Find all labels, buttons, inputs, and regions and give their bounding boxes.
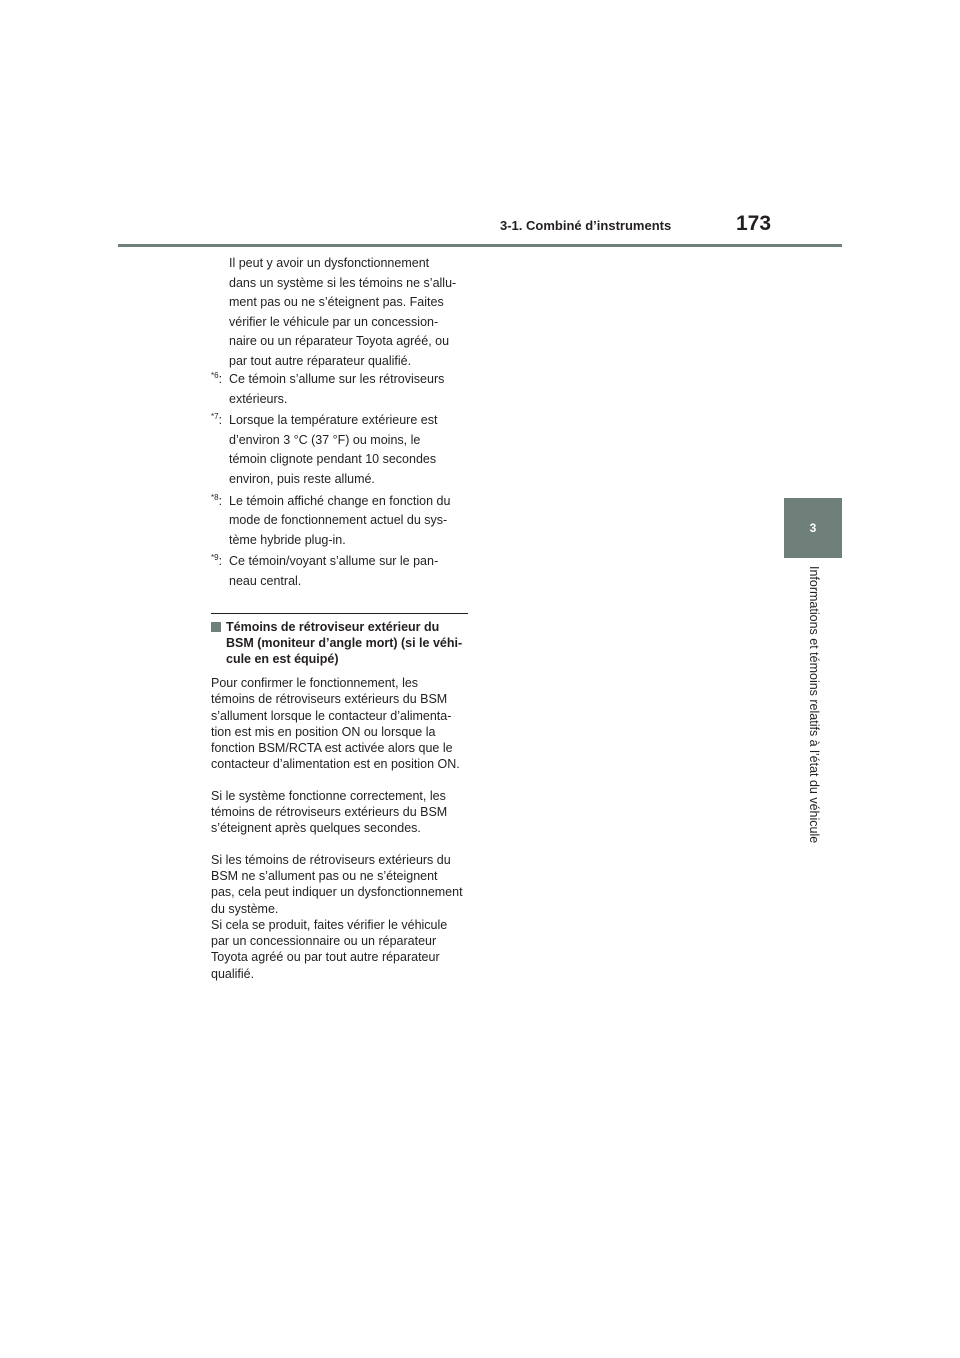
- text-line: Si le système fonctionne correctement, les: [211, 788, 446, 803]
- text-line: BSM ne s’allument pas ou ne s’éteignent: [211, 868, 438, 883]
- section-heading: [211, 619, 473, 667]
- text-line: naire ou un réparateur Toyota agréé, ou: [229, 334, 450, 349]
- text-line: contacteur d’alimentation est en position ON.: [211, 757, 460, 772]
- chapter-title: Informations et témoins relatifs à l’état du véhicule: [807, 566, 821, 844]
- continued-paragraph: [229, 254, 479, 372]
- text-line: environ, puis reste allumé.: [229, 471, 375, 486]
- text-line: du système.: [211, 901, 279, 916]
- square-bullet-icon: [211, 622, 221, 632]
- footnote-9: $^{*9}$: Ce témoin/voyant s’allume sur le pan- neau central.: [211, 552, 481, 591]
- text-line: d’environ 3 °C (37 °F) ou moins, le: [229, 432, 421, 447]
- footnote-mark: *8: [211, 492, 219, 502]
- section-divider: [211, 613, 468, 614]
- text-line: mode de fonctionnement actuel du sys-: [229, 513, 448, 528]
- text-line: Lorsque la température extérieure est: [229, 413, 438, 428]
- footnote-7: $^{*7}$: Lorsque la température extérieure est d’environ 3 °C (37 °F) ou moins, le témoin clignote pendant 10 secondes environ, puis reste allumé.: [211, 411, 481, 489]
- text-line: vérifier le véhicule par un concession-: [229, 314, 439, 329]
- footnote-mark: *9: [211, 553, 219, 563]
- text-line: Ce témoin s’allume sur les rétroviseurs: [229, 372, 445, 386]
- text-line: neau central.: [229, 573, 302, 588]
- text-line: Le témoin affiché change en fonction du: [229, 493, 451, 508]
- text-line: Pour confirmer le fonctionnement, les: [211, 676, 419, 690]
- text-line: extérieurs.: [229, 391, 288, 406]
- text-line: Toyota agréé ou par tout autre réparateur: [211, 950, 440, 965]
- text-line: Il peut y avoir un dysfonctionnement: [229, 256, 430, 270]
- footnote-8: $^{*8}$: Le témoin affiché change en fonction du mode de fonctionnement actuel du sys- tème hybride plug-in.: [211, 492, 481, 551]
- text-line: tion est mis en position ON ou lorsque la: [211, 724, 436, 739]
- header-rule: [118, 244, 842, 247]
- text-line: témoin clignote pendant 10 secondes: [229, 452, 437, 467]
- text-line: pas, cela peut indiquer un dysfonctionnement: [211, 885, 463, 900]
- heading-line: BSM (moniteur d’angle mort) (si le véhi-: [226, 636, 463, 650]
- footnotes: [211, 370, 481, 594]
- text-line: Ce témoin/voyant s’allume sur le pan-: [229, 554, 439, 569]
- text-line: s’éteignent après quelques secondes.: [211, 821, 421, 836]
- footnote-mark: *7: [211, 412, 219, 422]
- text-line: témoins de rétroviseurs extérieurs du BSM: [211, 692, 448, 707]
- text-line: Si cela se produit, faites vérifier le véhicule: [211, 917, 448, 932]
- text-line: fonction BSM/RCTA est activée alors que le: [211, 741, 453, 756]
- text-line: ment pas ou ne s’éteignent pas. Faites: [229, 295, 444, 310]
- footnote-6: $^{*6}$: Ce témoin s’allume sur les rétroviseurs extérieurs.: [211, 370, 481, 409]
- footnote-mark: *6: [211, 371, 219, 380]
- page-number: 173: [736, 212, 772, 235]
- section-title: 3-1. Combiné d’instruments: [500, 218, 672, 233]
- heading-line: cule en est équipé): [226, 652, 339, 666]
- text-line: par tout autre réparateur qualifié.: [229, 353, 412, 368]
- text-line: Si les témoins de rétroviseurs extérieurs du: [211, 852, 451, 867]
- text-line: dans un système si les témoins ne s’allu-: [229, 275, 457, 290]
- text-line: témoins de rétroviseurs extérieurs du BSM: [211, 805, 448, 820]
- text-line: s’allument lorsque le contacteur d’alimenta-: [211, 708, 452, 723]
- text-line: par un concessionnaire ou un réparateur: [211, 934, 437, 949]
- text-line: tème hybride plug-in.: [229, 532, 346, 547]
- heading-line: Témoins de rétroviseur extérieur du: [226, 620, 440, 634]
- text-line: qualifié.: [211, 966, 255, 981]
- chapter-number: 3: [809, 521, 817, 535]
- chapter-tab: [784, 498, 842, 558]
- section-body: [211, 670, 476, 987]
